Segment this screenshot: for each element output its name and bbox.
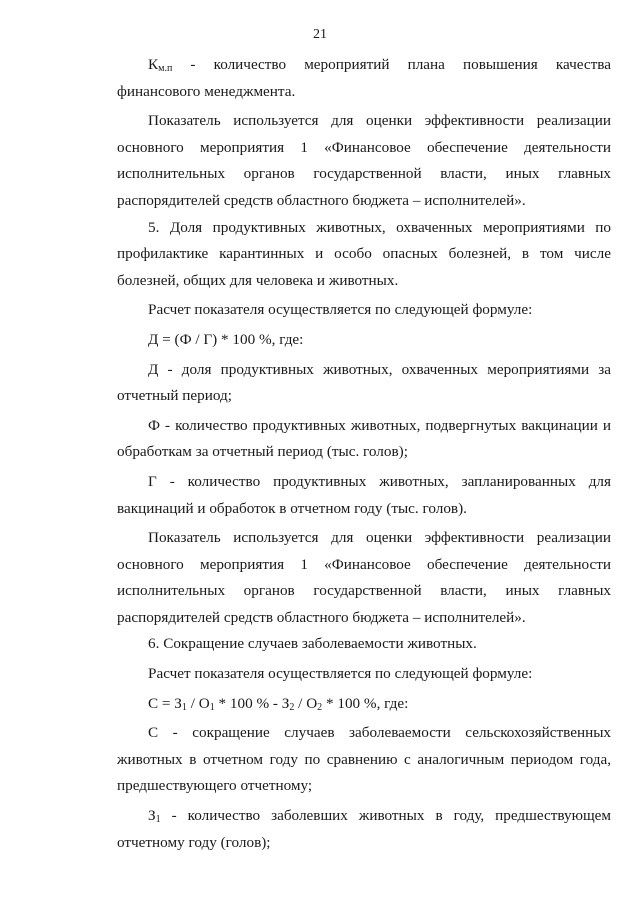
paragraph-section-5-title: 5. Доля продуктивных животных, охваченных мероприятиями по профилактике карантинных и особо опасных болезней, в том числе болезней, общих для человека и животных. bbox=[117, 218, 611, 289]
paragraph-indicator-usage-1: Показатель используется для оценки эффективности реализации основного мероприятия 1 «Финансовое обеспечение деятельности исполнительных органов государственной власти, иных главных распорядителей средств областного бюджета – исполнителей». bbox=[117, 112, 611, 209]
paragraph-g-definition: Г - количество продуктивных животных, запланированных для вакцинаций и обработок в отчетном году (тыс. голов). bbox=[117, 472, 611, 517]
paragraph-kmp-definition: $К_{м.п}$ - количество мероприятий плана повышения качества финансового менеджмента. bbox=[117, 56, 611, 100]
paragraph-f-definition: Ф - количество продуктивных животных, подвергнутых вакцинации и обработкам за отчетный период (тыс. голов); bbox=[117, 416, 611, 461]
paragraph-z1-definition: $З_1$ - количество заболевших животных в году, предшествующем отчетному году (голов); bbox=[117, 807, 611, 851]
paragraph-calculation-intro-2: Расчет показателя осуществляется по следующей формуле: bbox=[148, 665, 533, 683]
paragraph-section-6-title: 6. Сокращение случаев заболеваемости животных. bbox=[148, 635, 477, 653]
document-body bbox=[117, 52, 611, 856]
paragraph-c-definition: С - сокращение случаев заболеваемости сельскохозяйственных животных в отчетном году по сравнению с аналогичным периодом года, предшествующего отчетному; bbox=[117, 724, 611, 795]
paragraph-indicator-usage-2: Показатель используется для оценки эффективности реализации основного мероприятия 1 «Финансовое обеспечение деятельности исполнительных органов государственной власти, иных главных распорядителей средств областного бюджета – исполнителей». bbox=[117, 529, 611, 626]
paragraph-d-definition: Д - доля продуктивных животных, охваченных мероприятиями за отчетный период; bbox=[117, 360, 611, 405]
page-number: 21 bbox=[313, 27, 327, 42]
paragraph-formula-c: $С = З_1 / О_1 * 100$ % - $З_2 / О_2 * 100$ %, где: bbox=[148, 694, 409, 713]
paragraph-formula-d: Д = (Ф / Г) * 100 %, где: bbox=[148, 330, 304, 348]
paragraph-calculation-intro-1: Расчет показателя осуществляется по следующей формуле: bbox=[148, 301, 533, 319]
